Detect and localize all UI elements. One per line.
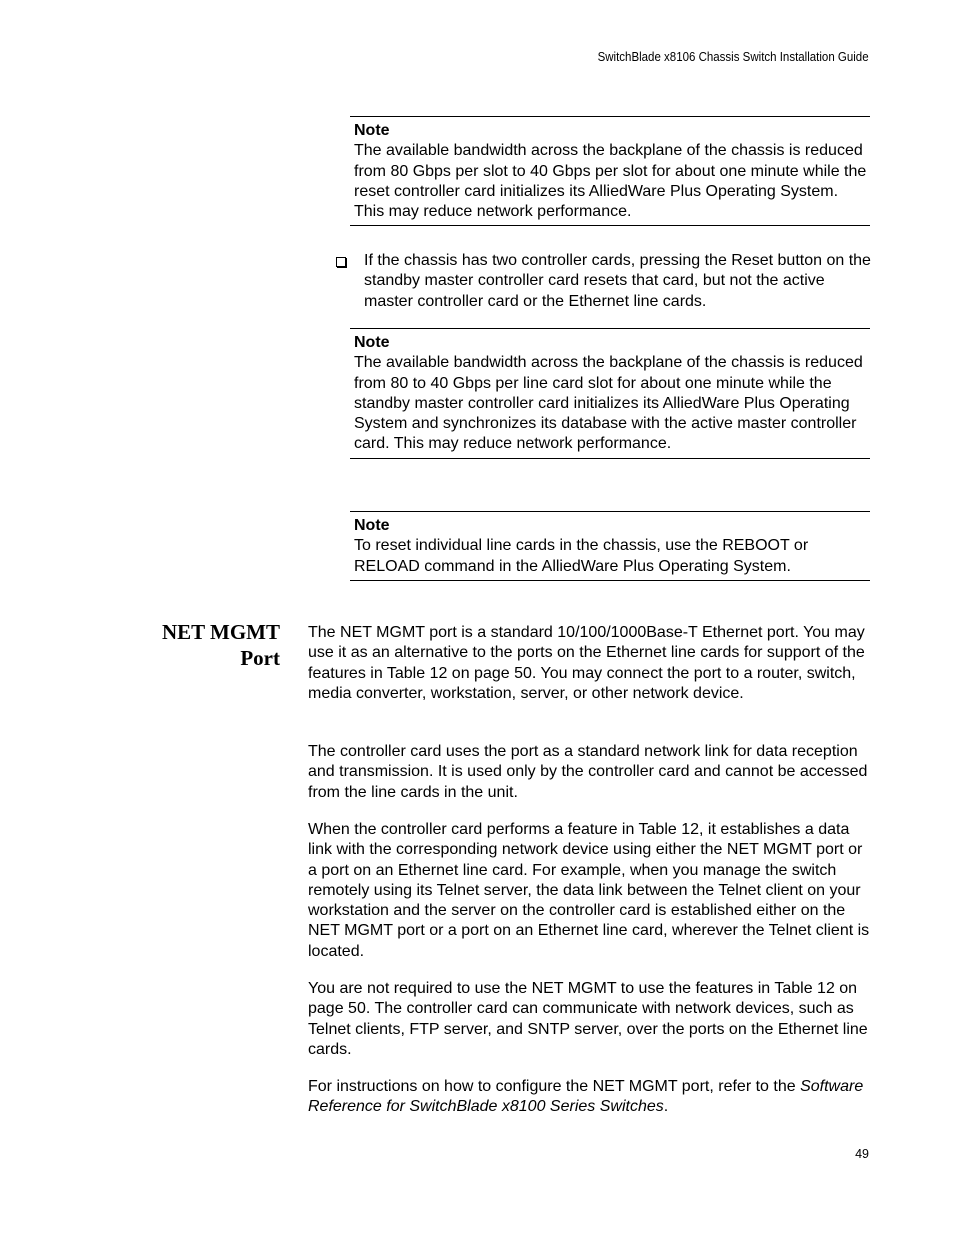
note-box-1 xyxy=(350,116,870,226)
document-reference: Software Reference for SwitchBlade x8100 Series Switches xyxy=(308,1078,864,1116)
paragraph-3: When the controller card performs a feature in Table 12, it establishes a data link with the corresponding network device using either the NET MGMT port or a port on an Ethernet line card. For example, when you manage the switch remotely using its Telnet server, the data link between the Telnet client on your workstation and the server on the controller card is established either on the NET MGMT port or a port on an Ethernet line card, wherever the Telnet client is located. xyxy=(308,821,870,960)
note-title: Note xyxy=(354,517,390,534)
paragraph-1: The NET MGMT port is a standard 10/100/1000Base-T Ethernet port. You may use it as an alternative to the ports on the Ethernet line cards for support of the features in Table 12 on page 50. You may connect the port to a router, switch, media converter, workstation, server, or other network device. xyxy=(308,624,865,702)
page-number: 49 xyxy=(855,1147,869,1161)
note-title: Note xyxy=(354,122,390,139)
section-body xyxy=(308,820,870,962)
paragraph-5-text: For instructions on how to configure the NET MGMT port, refer to the xyxy=(308,1078,796,1095)
note-title: Note xyxy=(354,334,390,351)
paragraph-5-end: . xyxy=(663,1098,669,1116)
paragraph-2: The controller card uses the port as a standard network link for data reception and transmission. It is used only by the controller card and cannot be accessed from the line cards in the unit. xyxy=(308,743,868,801)
checkbox-bullet-icon xyxy=(336,257,346,267)
note-box-3 xyxy=(350,511,870,581)
note-body: The available bandwidth across the backplane of the chassis is reduced from 80 Gbps per slot to 40 Gbps per slot for about one minute while the reset controller card initializes its AlliedWare Plus Operating System. This may reduce network performance. xyxy=(354,142,867,221)
section-body xyxy=(308,1077,870,1118)
bullet-text: If the chassis has two controller cards, pressing the Reset button on the standby master controller card resets that card, but not the active master controller card or the Ethernet line cards. xyxy=(364,252,871,310)
note-body: To reset individual line cards in the chassis, use the REBOOT or RELOAD command in the AlliedWare Plus Operating System. xyxy=(354,537,809,575)
section-body xyxy=(308,979,870,1060)
paragraph-5 xyxy=(308,1077,870,1118)
section-heading xyxy=(162,619,280,671)
note-body: The available bandwidth across the backplane of the chassis is reduced from 80 to 40 Gbps per line card slot for about one minute while the standby master controller card initializes its AlliedWare Plus Operating System and synchronizes its database with the active master controller card. This may reduce network performance. xyxy=(354,354,863,453)
note-box-2 xyxy=(350,328,870,459)
section-body xyxy=(308,742,870,803)
running-header: SwitchBlade x8106 Chassis Switch Installation Guide xyxy=(597,50,869,64)
section-heading-line2: Port xyxy=(240,646,280,670)
paragraph-4: You are not required to use the NET MGMT to use the features in Table 12 on page 50. The controller card can communicate with network devices, such as Telnet clients, FTP server, and SNTP server, over the ports on the Ethernet line cards. xyxy=(308,980,868,1058)
section-heading-line1: NET MGMT xyxy=(161,620,280,644)
section-body xyxy=(308,623,870,704)
bullet-item xyxy=(333,251,873,312)
